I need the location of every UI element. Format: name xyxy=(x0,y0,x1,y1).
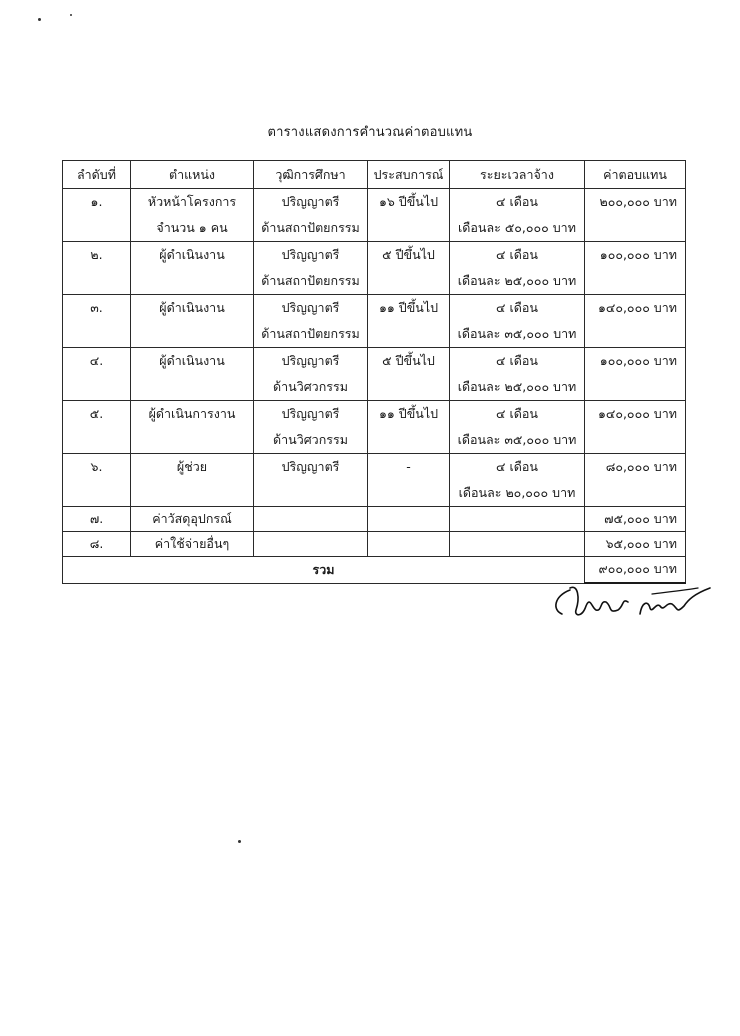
row-monthly-rate: เดือนละ ๒๐,๐๐๐ บาท xyxy=(458,485,576,500)
row-pay: ๑๔๐,๐๐๐ บาท xyxy=(597,406,677,421)
row-item: ค่าวัสดุอุปกรณ์ xyxy=(152,511,232,526)
row-experience: ๑๑ ปีขึ้นไป xyxy=(378,406,439,421)
page-title: ตารางแสดงการคำนวณค่าตอบแทน xyxy=(267,125,473,140)
row-monthly-rate: เดือนละ ๒๕,๐๐๐ บาท xyxy=(457,379,577,394)
row-number: ๕. xyxy=(89,406,104,421)
row-degree: ปริญญาตรี xyxy=(281,353,340,368)
row-position: ผู้ดำเนินงาน xyxy=(159,353,225,368)
row-months: ๔ เดือน xyxy=(496,406,538,421)
header-experience: ประสบการณ์ xyxy=(368,161,450,189)
row-degree: ปริญญาตรี xyxy=(281,247,340,262)
row-position: ผู้ดำเนินการงาน xyxy=(148,406,236,421)
compensation-table xyxy=(62,160,686,584)
table-row xyxy=(63,507,686,532)
row-position: ผู้ช่วย xyxy=(176,459,208,474)
row-monthly-rate: เดือนละ ๕๐,๐๐๐ บาท xyxy=(458,220,576,235)
row-pay: ๗๕,๐๐๐ บาท xyxy=(604,511,677,526)
table-row xyxy=(63,242,686,295)
table-row xyxy=(63,189,686,242)
scan-speck xyxy=(70,14,72,16)
table-row xyxy=(63,348,686,401)
row-months: ๔ เดือน xyxy=(496,247,538,262)
row-pay: ๖๕,๐๐๐ บาท xyxy=(605,536,677,551)
row-experience: ๕ ปีขึ้นไป xyxy=(382,247,435,262)
row-field: ด้านวิศวกรรม xyxy=(273,432,348,447)
header-education: วุฒิการศึกษา xyxy=(254,161,368,189)
row-number: ๖. xyxy=(90,459,103,474)
row-pay: ๑๔๐,๐๐๐ บาท xyxy=(597,300,677,315)
row-degree: ปริญญาตรี xyxy=(281,406,340,421)
row-monthly-rate: เดือนละ ๓๕,๐๐๐ บาท xyxy=(457,326,577,341)
row-degree: ปริญญาตรี xyxy=(281,300,340,315)
row-field: ด้านสถาปัตยกรรม xyxy=(261,273,360,288)
scan-speck xyxy=(38,18,41,21)
row-months: ๔ เดือน xyxy=(496,353,538,368)
row-number: ๘. xyxy=(89,536,104,551)
table-row xyxy=(63,401,686,454)
row-monthly-rate: เดือนละ ๒๕,๐๐๐ บาท xyxy=(457,273,577,288)
row-months: ๔ เดือน xyxy=(496,300,538,315)
row-position-note: จำนวน ๑ คน xyxy=(156,220,228,235)
row-pay: ๑๐๐,๐๐๐ บาท xyxy=(599,247,677,262)
row-field: ด้านสถาปัตยกรรม xyxy=(261,220,360,235)
row-experience: - xyxy=(406,459,411,474)
table-header-row xyxy=(63,161,686,189)
table-row xyxy=(63,454,686,507)
row-months: ๔ เดือน xyxy=(496,194,538,209)
row-months: ๔ เดือน xyxy=(496,459,538,474)
row-degree: ปริญญาตรี xyxy=(281,194,340,209)
header-pay: ค่าตอบแทน xyxy=(585,161,686,189)
total-value: ๙๐๐,๐๐๐ บาท xyxy=(598,561,677,576)
row-pay: ๘๐,๐๐๐ บาท xyxy=(605,459,677,474)
header-position: ตำแหน่ง xyxy=(131,161,254,189)
row-experience: ๑๑ ปีขึ้นไป xyxy=(378,300,439,315)
scan-speck xyxy=(238,840,241,843)
row-position: ผู้ดำเนินงาน xyxy=(159,247,225,262)
row-degree: ปริญญาตรี xyxy=(281,459,340,474)
row-number: ๓. xyxy=(90,300,103,315)
row-number: ๗. xyxy=(89,511,104,526)
total-label: รวม xyxy=(63,557,585,584)
row-position: หัวหน้าโครงการ xyxy=(147,194,237,209)
row-number: ๔. xyxy=(89,353,104,368)
row-field: ด้านสถาปัตยกรรม xyxy=(261,326,360,341)
row-experience: ๑๖ ปีขึ้นไป xyxy=(378,194,439,209)
row-experience: ๕ ปีขึ้นไป xyxy=(382,353,435,368)
table-row xyxy=(63,532,686,557)
header-no: ลำดับที่ xyxy=(63,161,131,189)
row-number: ๒. xyxy=(90,247,103,262)
row-position: ผู้ดำเนินงาน xyxy=(159,300,225,315)
table-row xyxy=(63,295,686,348)
row-item: ค่าใช้จ่ายอื่นๆ xyxy=(154,536,230,551)
row-monthly-rate: เดือนละ ๓๕,๐๐๐ บาท xyxy=(457,432,577,447)
signature xyxy=(548,580,713,624)
row-pay: ๒๐๐,๐๐๐ บาท xyxy=(599,194,677,209)
header-duration: ระยะเวลาจ้าง xyxy=(450,161,585,189)
row-pay: ๑๐๐,๐๐๐ บาท xyxy=(599,353,677,368)
row-number: ๑. xyxy=(90,194,103,209)
row-field: ด้านวิศวกรรม xyxy=(273,379,348,394)
